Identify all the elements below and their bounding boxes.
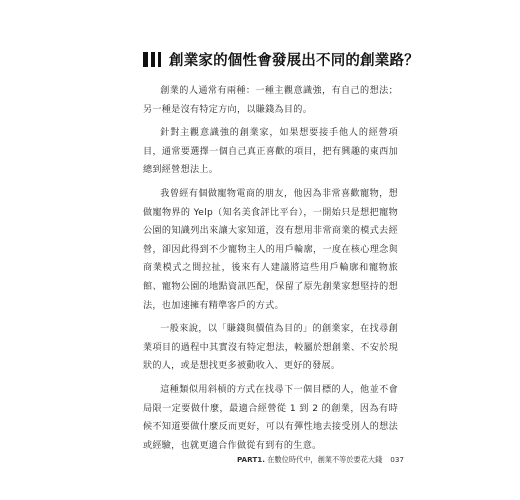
heading-bars-icon — [143, 52, 161, 67]
section-heading — [143, 48, 433, 70]
paragraph: 針對主觀意識強的創業家，如果想要接手他人的經營項目，通常要選擇一個自己真正喜歡的項目，把有興趣的東西加總到經營想法上。 — [143, 128, 398, 176]
page-number: 037 — [390, 455, 404, 464]
footer-part-label: PART1. — [236, 455, 265, 464]
heading-bar — [151, 52, 155, 67]
paragraph: 這種類似用斜槓的方式在找尋下一個目標的人，他並不會局限一定要做什麼，最適合經營從 1 到 2 的創業，因為有時候不知道要做什麼反而更好，可以有彈性地去接受別人的想法或經驗，也就更適合作做從有到有的生意。 — [143, 384, 398, 451]
heading-bar — [158, 52, 161, 67]
footer-section-title: 在數位時代中，創業不等於要花大錢 — [267, 455, 383, 464]
heading-title: 創業家的個性會發展出不同的創業路？ — [169, 51, 419, 69]
paragraph: 一般來說，以「賺錢與價值為目的」的創業家，在找尋創業項目的過程中其實沒有特定想法，較屬於想創業、不安於現狀的人，或是想找更多被動收入、更好的發展。 — [143, 324, 398, 372]
body-text — [143, 82, 398, 460]
paragraph: 我曾經有個做寵物電商的朋友，他因為非常喜歡寵物，想做寵物界的 Yelp（知名美食評比平台），一開始只是想把寵物公園的知識列出來讓大家知道，沒有想用非常商業的模式去經營，卻因此得到不少寵物主人的用戶輪廓，一度在核心理念與商業模式之間拉扯，後來有人建議將這些用戶輪廓和寵物旅館、寵物公園的地點資訊匹配，保留了原先創業家想堅持的想法，也加速擁有精準客戶的方式。 — [143, 188, 398, 311]
page-footer — [236, 455, 404, 465]
heading-bar — [143, 52, 148, 67]
paragraph: 創業的人通常有兩種：一種主觀意識強，有自己的想法；另一種是沒有特定方向，以賺錢為目的。 — [143, 86, 398, 115]
